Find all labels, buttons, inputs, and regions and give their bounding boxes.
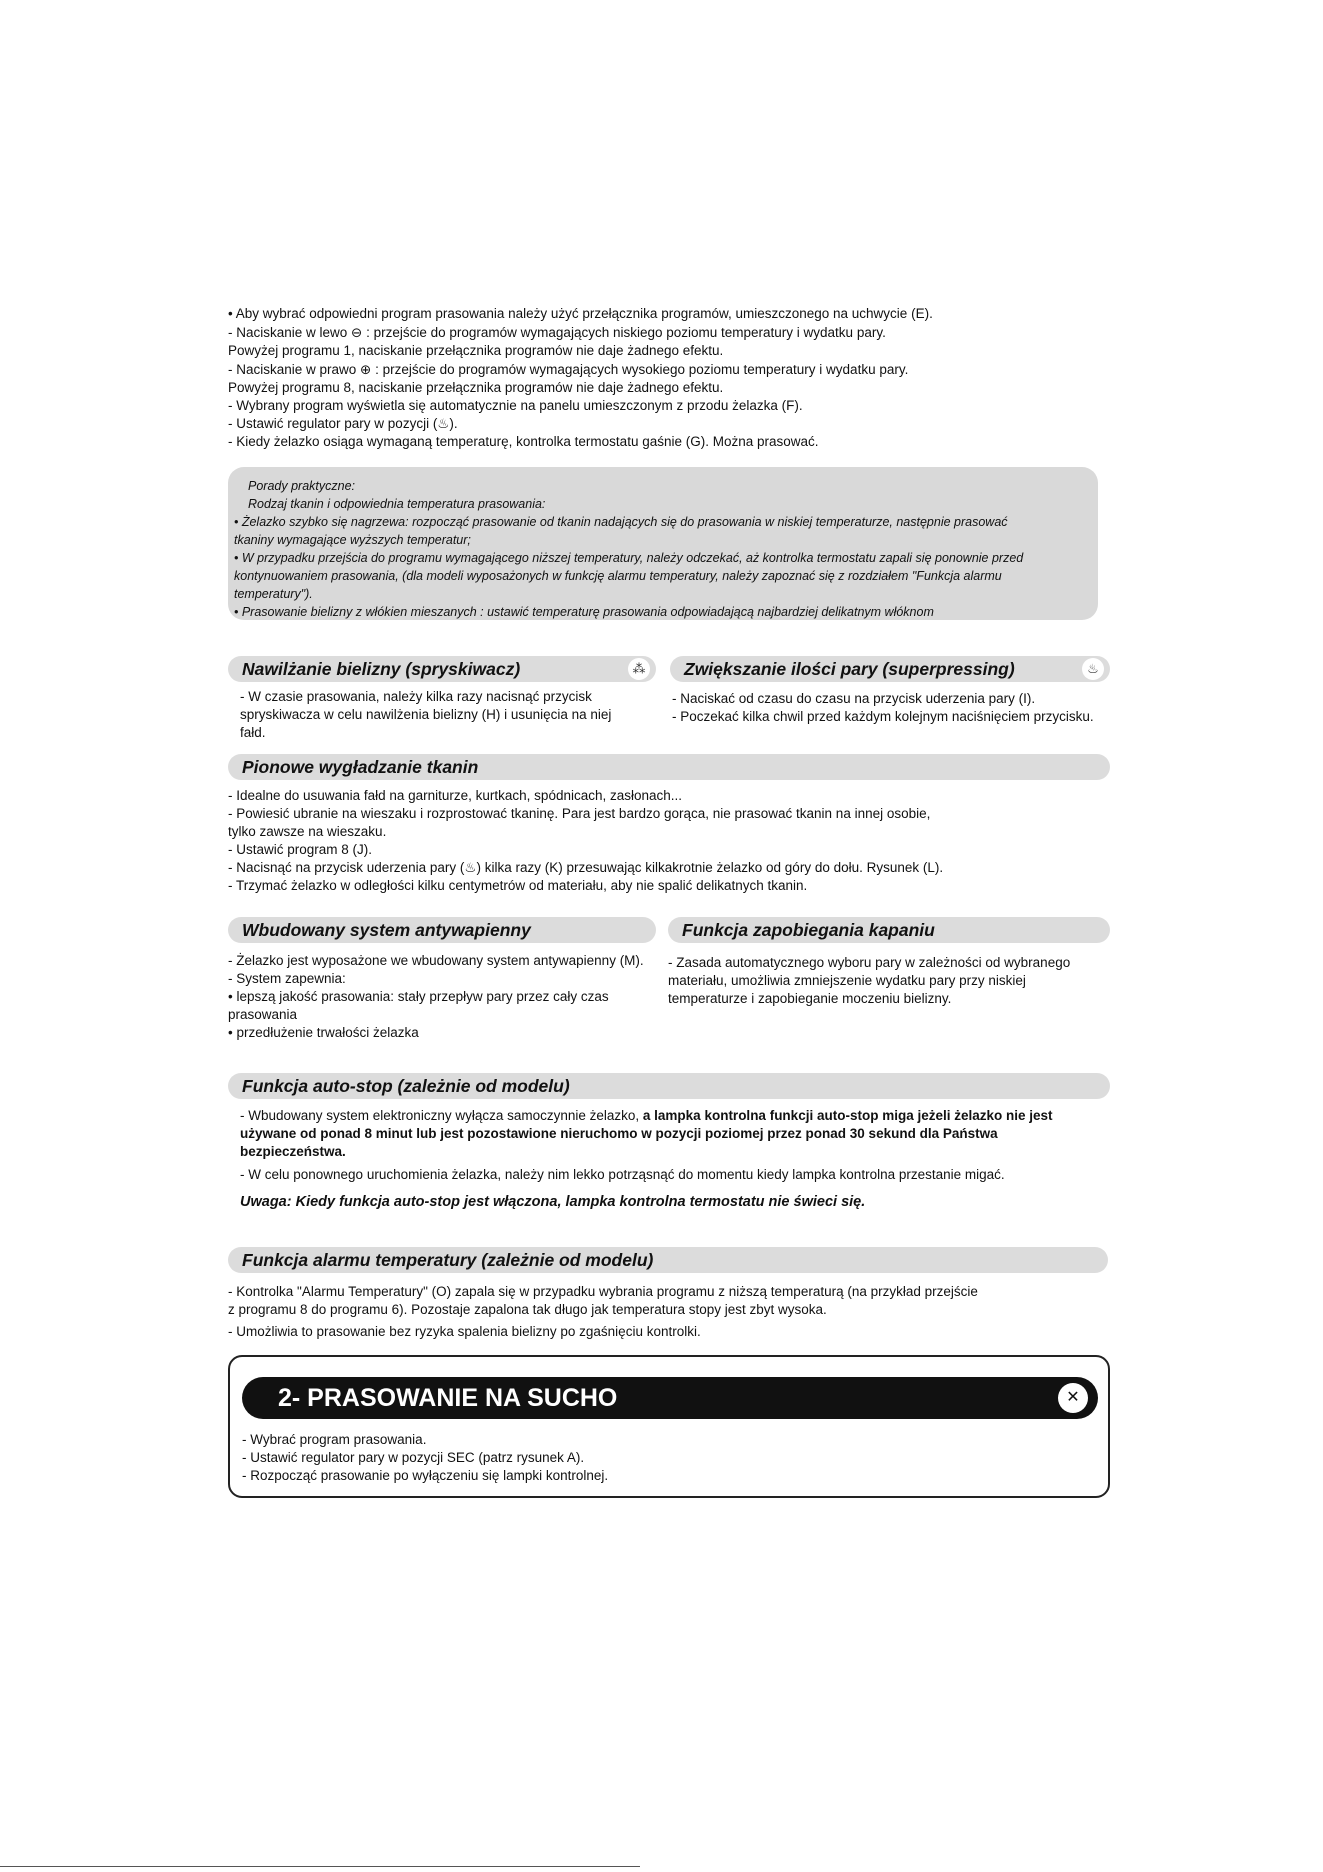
autostop-line: - W celu ponownego uruchomienia żelazka, należy nim lekko potrząsnąć do momentu kiedy lampka kontrolna przestanie migać. [240,1167,1005,1182]
anticalc-section-header [228,917,656,943]
dry-ironing-box [228,1355,1110,1498]
tips-line: temperatury"). [234,587,313,601]
spray-section-header [228,656,656,682]
autostop-line-bold: a lampka kontrolna funkcji auto-stop miga jeżeli żelazko nie jest [642,1108,1053,1123]
vertical-line: - Trzymać żelazko w odległości kilku centymetrów od materiału, aby nie spalić delikatnych tkanin. [228,878,808,893]
dry-ironing-title-bar [242,1377,1098,1419]
temp-alarm-line: - Umożliwia to prasowanie bez ryzyka spalenia bielizny po zgaśnięciu kontrolki. [228,1324,701,1339]
intro-line: - Wybrany program wyświetla się automatycznie na panelu umieszczonym z przodu żelazka (F). [228,398,803,413]
spray-line: spryskiwacza w celu nawilżenia bielizny (H) i usunięcia na niej [240,707,612,722]
intro-line: Powyżej programu 8, naciskanie przełącznika programów nie daje żadnego efektu. [228,380,724,395]
superpressing-section-header [670,656,1110,682]
dry-line: - Rozpocząć prasowanie po wyłączeniu się lampki kontrolnej. [242,1468,609,1483]
tips-line: • Żelazko szybko się nagrzewa: rozpocząć prasowanie od tkanin nadających się do prasowania w niskiej temperaturze, następnie prasować [234,515,1008,529]
autostop-line-normal: - Wbudowany system elektroniczny wyłącza samoczynnie żelazko, [240,1108,643,1123]
spray-icon: ⁂ [628,658,650,680]
vertical-line: - Nacisnąć na przycisk uderzenia pary (♨) kilka razy (K) przesuwając kilkakrotnie żelazko od góry do dołu. Rysunek (L). [228,860,944,875]
steam-burst-icon: ♨ [1082,658,1104,680]
anticalc-line: - System zapewnia: [228,971,346,986]
spray-section-title: Nawilżanie bielizny (spryskiwacz) [242,659,521,679]
anticalc-line: prasowania [228,1007,298,1022]
anticalc-line: • lepszą jakość prasowania: stały przepływ pary przez cały czas [228,989,609,1004]
autostop-line [240,1107,1053,1125]
antidrip-line: materiału, umożliwia zmniejszenie wydatku pary przy niskiej [668,973,1026,988]
vertical-line: tylko zawsze na wieszaku. [228,824,387,839]
dry-ironing-title: 2- PRASOWANIE NA SUCHO [278,1384,618,1412]
intro-line: - Naciskanie w prawo ⊕ : przejście do programów wymagających wysokiego poziomu temperatury i wydatku pary. [228,362,909,377]
intro-line: - Naciskanie w lewo ⊖ : przejście do programów wymagających niskiego poziomu temperatury i wydatku pary. [228,325,886,340]
temp-alarm-line: z programu 8 do programu 6). Pozostaje zapalona tak długo jak temperatura stopy jest zbyt wysoka. [228,1302,827,1317]
bottom-rule [0,1866,640,1867]
temperature-alarm-title: Funkcja alarmu temperatury (zależnie od modelu) [242,1250,654,1270]
anticalc-title: Wbudowany system antywapienny [242,920,531,940]
intro-line: Powyżej programu 1, naciskanie przełącznika programów nie daje żadnego efektu. [228,343,724,358]
tips-line: Rodzaj tkanin i odpowiednia temperatura prasowania: [248,497,546,511]
vertical-line: - Idealne do usuwania fałd na garniturze, kurtkach, spódnicach, zasłonach... [228,788,683,803]
temperature-alarm-section-header [228,1247,1108,1273]
anticalc-line: - Żelazko jest wyposażone we wbudowany system antywapienny (M). [228,953,644,968]
autostop-line: bezpieczeństwa. [240,1144,346,1159]
spray-line: fałd. [240,725,266,740]
superpressing-section-title: Zwiększanie ilości pary (superpressing) [684,659,1015,679]
autostop-note: Uwaga: Kiedy funkcja auto-stop jest włączona, lampka kontrolna termostatu nie świeci się. [240,1194,866,1210]
tips-line: tkaniny wymagające wyższych temperatur; [234,533,471,547]
vertical-steaming-section-header [228,754,1110,780]
superpressing-line: - Poczekać kilka chwil przed każdym kolejnym naciśnięciem przycisku. [672,709,1094,724]
vertical-line: - Ustawić program 8 (J). [228,842,373,857]
autostop-section-header [228,1073,1110,1099]
vertical-steaming-title: Pionowe wygładzanie tkanin [242,757,479,777]
no-steam-icon: ✕ [1058,1383,1088,1413]
practical-tips-box [228,467,1098,620]
intro-line: - Kiedy żelazko osiąga wymaganą temperaturę, kontrolka termostatu gaśnie (G). Można prasować. [228,434,819,449]
vertical-line: - Powiesić ubranie na wieszaku i rozprostować tkaninę. Para jest bardzo gorąca, nie prasować tkanin na innej osobie, [228,806,931,821]
tips-line: • W przypadku przejścia do programu wymagającego niższej temperatury, należy odczekać, aż kontrolka termostatu zapali się ponownie przed [234,551,1024,565]
intro-line: • Aby wybrać odpowiedni program prasowania należy użyć przełącznika programów, umieszczonego na uchwycie (E). [228,306,933,321]
antidrip-section-header [668,917,1110,943]
intro-line: - Ustawić regulator pary w pozycji (♨). [228,416,458,431]
autostop-title: Funkcja auto-stop (zależnie od modelu) [242,1076,570,1096]
dry-line: - Ustawić regulator pary w pozycji SEC (patrz rysunek A). [242,1450,585,1465]
tips-line: • Prasowanie bielizny z włókien mieszanych : ustawić temperaturę prasowania odpowiadającą najbardziej delikatnym włóknom [234,605,934,619]
tips-line: kontynuowaniem prasowania, (dla modeli wyposażonych w funkcję alarmu temperatury, należy zapoznać się z rozdziałem "Funkcja alarmu [234,569,1002,583]
tips-line: Porady praktyczne: [248,479,355,493]
temp-alarm-line: - Kontrolka "Alarmu Temperatury" (O) zapala się w przypadku wybrania programu z niższą temperaturą (na przykład przejście [228,1284,978,1299]
antidrip-line: - Zasada automatycznego wyboru pary w zależności od wybranego [668,955,1071,970]
autostop-line: używane od ponad 8 minut lub jest pozostawione nieruchomo w pozycji poziomej przez ponad 30 sekund dla Państwa [240,1126,998,1141]
dry-line: - Wybrać program prasowania. [242,1432,427,1447]
antidrip-title: Funkcja zapobiegania kapaniu [682,920,935,940]
anticalc-line: • przedłużenie trwałości żelazka [228,1025,419,1040]
antidrip-line: temperaturze i zapobieganie moczeniu bielizny. [668,991,952,1006]
superpressing-line: - Naciskać od czasu do czasu na przycisk uderzenia pary (I). [672,691,1036,706]
spray-line: - W czasie prasowania, należy kilka razy nacisnąć przycisk [240,689,592,704]
